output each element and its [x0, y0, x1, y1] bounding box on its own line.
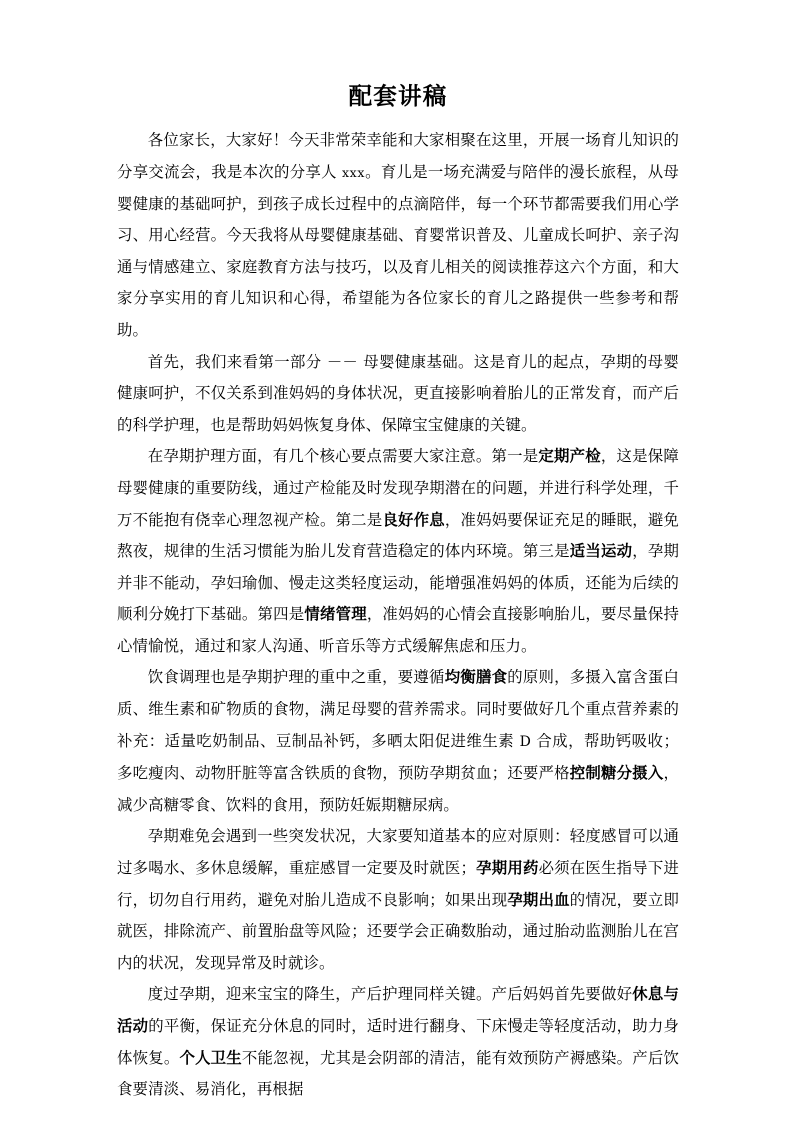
emphasis-text: 良好作息 — [382, 510, 445, 529]
emphasis-text: 适当运动 — [569, 542, 633, 561]
body-text: ，减少高糖零食、饮料的食用，预防妊娠期糖尿病。 — [117, 764, 679, 814]
body-text: ，准妈妈的心情会直接影响胎儿，要尽量保持心情愉悦，通过和家人沟通、听音乐等方式缓解焦虑和压力。 — [117, 605, 679, 655]
body-text: 饮食调理也是孕期护理的重中之重，要遵循 — [147, 668, 445, 687]
body-text: 。育儿是一场充满爱与陪伴的漫长旅程，从母婴健康的基础呵护，到孩子成长过程中的点滴陪伴，每一个环节都需要我们用心学习、用心经营。今天我将从母婴健康基础、育婴常识普及、儿童成长呵护、亲子沟通与情感建立、家庭教育方法与技巧，以及育儿相关的阅读推荐这六个方面，和大家分享实用的育儿知识和心得，希望能为各位家长的育儿之路提供一些参考和帮助。 — [117, 162, 679, 339]
emphasis-text: 孕期出血 — [507, 890, 570, 909]
body-text: 合成，帮助钙吸收；多吃瘦肉、动物肝脏等富含铁质的食物，预防孕期贫血；还要严格 — [117, 731, 679, 783]
body-text: 的情况，要立即就医，排除流产、前置胎盘等风险；还要学会正确数胎动，通过胎动监测胎儿在宫内的状况，发现异常及时就诊。 — [117, 890, 679, 972]
body-text: 在孕期护理方面，有几个核心要点需要大家注意。第一是 — [147, 447, 539, 466]
body-text: 不能忽视，尤其是会阴部的清洁，能有效预防产褥感染。产后饮食要清淡、易消化，再根据 — [117, 1048, 679, 1099]
body-text: 的平衡，保证充分休息的同时，适时进行翻身、下床慢走等轻度活动，助力身体恢复。 — [117, 1017, 679, 1067]
body-text: 孕期难免会遇到一些突发状况，大家要知道基本的应对原则：轻度感冒可以通过多喝水、多休息缓解，重症感冒一定要及时就医； — [117, 827, 679, 878]
emphasis-text: 均衡膳食 — [444, 668, 508, 687]
body-text: 首先，我们来看第一部分 －－ 母婴健康基础。这是育儿的起点，孕期的母婴健康呵护，不仅关系到准妈妈的身体状况，更直接影响着胎儿的正常发育，而产后的科学护理，也是帮助妈妈恢复身体、保障宝宝健康的关键。 — [117, 352, 679, 434]
latin-text: D — [519, 733, 531, 750]
paragraph — [117, 125, 679, 346]
paragraph — [117, 662, 679, 821]
body-text: 度过孕期，迎来宝宝的降生，产后护理同样关键。产后妈妈首先要做好 — [147, 985, 633, 1004]
emphasis-text: 情绪管理 — [304, 605, 367, 624]
paragraph — [117, 979, 679, 1105]
page-title: 配套讲稿 — [348, 82, 448, 110]
emphasis-text: 控制糖分摄入 — [569, 764, 664, 783]
body-text: ，孕期并非不能动，孕妇瑜伽、慢走这类轻度运动，能增强准妈妈的体质，还能为后续的顺利分娩打下基础。第四是 — [117, 542, 679, 624]
body-text: 必须在医生指导下进行，切勿自行用药，避免对胎儿造成不良影响；如果出现 — [117, 859, 680, 909]
paragraph — [117, 441, 679, 662]
body-text: ，准妈妈要保证充足的睡眠，避免熬夜，规律的生活习惯能为胎儿发育营造稳定的体内环境。第三是 — [117, 510, 679, 561]
paragraph-list — [117, 125, 679, 1105]
body-text: 的原则，多摄入富含蛋白质、维生素和矿物质的食物，满足母婴的营养需求。同时要做好几个重点营养素的补充：适量吃奶制品、豆制品补钙，多晒太阳促进维生素 — [117, 668, 679, 750]
latin-text: xxx — [342, 164, 365, 180]
paragraph — [117, 821, 679, 979]
emphasis-text: 个人卫生 — [179, 1048, 242, 1067]
emphasis-text: 休息与活动 — [117, 985, 679, 1035]
emphasis-text: 定期产检 — [538, 447, 601, 466]
body-text: 各位家长，大家好！今天非常荣幸能和大家相聚在这里，开展一场育儿知识的分享交流会，我是本次的分享人 — [117, 131, 679, 181]
paragraph — [117, 347, 679, 442]
document-body — [117, 82, 679, 1106]
body-text: ，这是保障母婴健康的重要防线，通过产检能及时发现孕期潜在的问题，并进行科学处理，千万不能抱有侥幸心理忽视产检。第二是 — [117, 447, 679, 529]
emphasis-text: 孕期用药 — [476, 859, 539, 878]
